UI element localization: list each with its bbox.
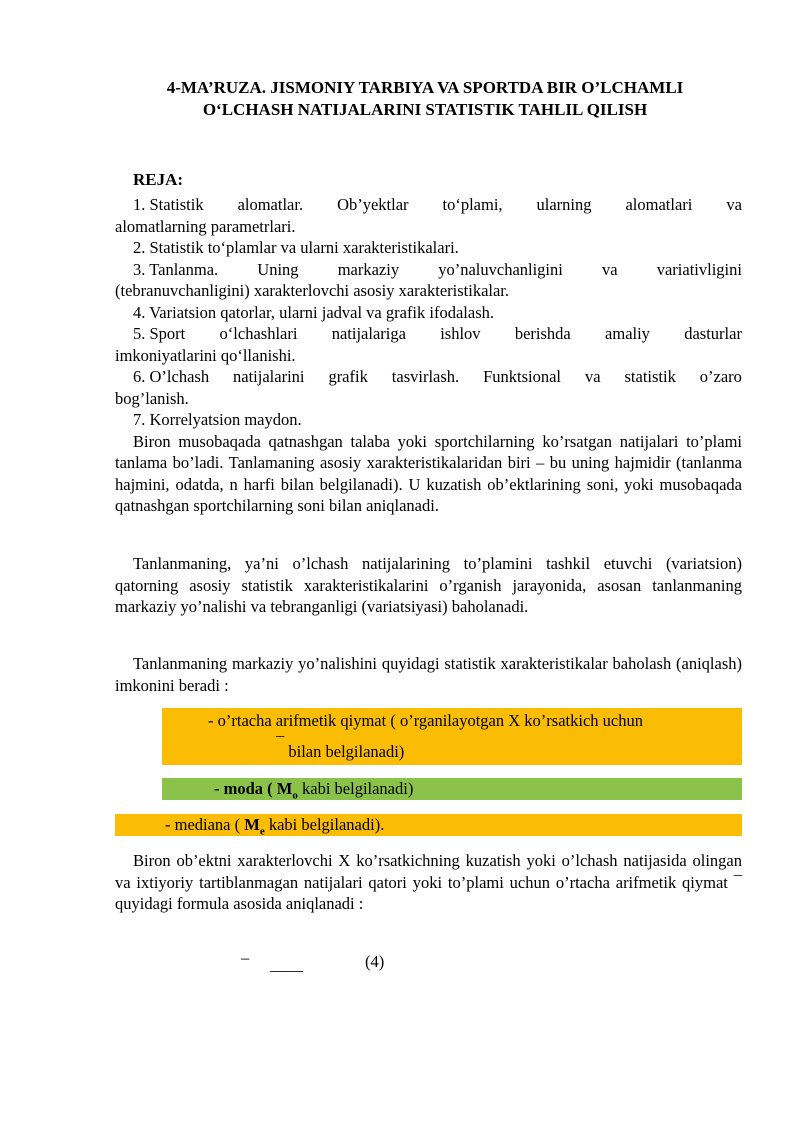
moda-subscript: o bbox=[292, 789, 298, 802]
plan-item-5-word: dasturlar bbox=[684, 324, 742, 343]
title-line-1: 4-MA’RUZA. JISMONIY TARBIYA VA SPORTDA BIR O’LCHAMLI bbox=[166, 78, 684, 97]
paragraph-4: Biron ob’ektni xarakterlovchi X ko’rsatkichning kuzatish yoki o’lchash natijasida olingan va ixtiyoriy tartiblanmagan natijalari qatori yoki to’plami uchun o’rtacha arifmetik qiymat ¯ quyidagi formula asosida aniqlanadi : bbox=[115, 851, 742, 913]
plan-item-6-word: natijalarini bbox=[233, 367, 305, 386]
formula-bar-symbol: – bbox=[241, 948, 250, 967]
plan-item-3-continued: (tebranuvchanligini) xarakterlovchi asosiy xarakteristikalar. bbox=[115, 281, 510, 300]
plan-item-3-word: markaziy bbox=[337, 259, 400, 279]
median-line bbox=[165, 814, 384, 842]
plan-item-5 bbox=[115, 323, 742, 345]
plan-item-3-word: va bbox=[602, 259, 618, 279]
plan-heading: REJA: bbox=[133, 170, 184, 189]
highlight-mean bbox=[162, 708, 742, 765]
plan-item-6-word: statistik bbox=[624, 367, 676, 386]
plan-item-3-word: yo’naluvchanligini bbox=[438, 259, 563, 279]
mean-line-2-text: bilan belgilanadi) bbox=[288, 742, 405, 761]
plan-item-5-word: 5. Sport bbox=[133, 324, 186, 343]
median-suffix: kabi belgilanadi). bbox=[264, 815, 385, 834]
plan-item-6-word: tasvirlash. bbox=[391, 367, 460, 386]
plan-item-5-word: o‘lchashlari bbox=[219, 324, 298, 343]
highlight-median bbox=[115, 814, 742, 836]
median-symbol: M bbox=[244, 815, 260, 834]
paragraph-3: Tanlanmaning markaziy yo’nalishini quyidagi statistik xarakteristikalar baholash (aniqlash) imkonini beradi : bbox=[115, 654, 742, 695]
plan-item-6-word: va bbox=[584, 367, 601, 386]
plan-item-4: 4. Variatsion qatorlar, ularni jadval va grafik ifodalash. bbox=[133, 302, 495, 322]
plan-item-6-word: 6. O’lchash bbox=[133, 367, 210, 386]
plan-item-6-continued: bog’lanish. bbox=[115, 388, 189, 408]
paragraph-2: Tanlanmaning, ya’ni o’lchash natijalarining to’plamini tashkil etuvchi (variatsion) qatorning asosiy statistik xarakteristikalarini o’rganish jarayonida, asosan tanlanmaning markaziy yo’nalishi va tebranganligi (variatsiyasi) baholanadi. bbox=[115, 554, 742, 616]
plan-item-1 bbox=[115, 194, 742, 216]
plan-item-5-word: berishda bbox=[514, 324, 571, 343]
title-line-2: O‘LCHASH NATIJALARINI STATISTIK TAHLIL QILISH bbox=[202, 100, 648, 119]
moda-symbol: M bbox=[276, 779, 293, 798]
plan-item-3-word: variativligini bbox=[656, 259, 742, 279]
plan-item-5-word: natijalariga bbox=[331, 324, 406, 343]
plan-item-6-word: grafik bbox=[328, 367, 368, 386]
mean-line-2 bbox=[276, 734, 405, 763]
plan-item-6-word: o’zaro bbox=[699, 367, 742, 386]
moda-prefix: - moda ( bbox=[214, 779, 277, 798]
formula-fraction-line: ____ bbox=[270, 955, 303, 974]
plan-item-5-word: amaliy bbox=[605, 324, 650, 343]
plan-item-2: 2. Statistik to‘plamlar va ularni xarakteristikalari. bbox=[133, 238, 459, 257]
median-prefix: - mediana ( bbox=[165, 815, 245, 834]
paragraph-1: Biron musobaqada qatnashgan talaba yoki sportchilarning ko’rsatgan natijalari to’plami tanlama bo’ladi. Tanlamaning asosiy xarakteristikalaridan biri – bu uning hajmidir (tanlanma hajmini, odatda, n harfi bilan belgilanadi). U kuzatish ob’ektlarining soni, yoki musobaqada qatnashgan sportchilarning soni bilan aniqlanadi. bbox=[115, 431, 742, 515]
mean-line-1: - o’rtacha arifmetik qiymat ( o’rganilayotgan X ko’rsatkich uchun bbox=[208, 711, 643, 730]
plan-item-1-word: ularning bbox=[536, 195, 592, 214]
plan-item-1-continued: alomatlarning parametrlari. bbox=[115, 216, 296, 236]
plan-item-1-word: alomatlari bbox=[625, 195, 693, 214]
plan-item-5-word: ishlov bbox=[440, 324, 481, 343]
highlight-moda bbox=[162, 778, 742, 800]
lecture-title bbox=[100, 77, 750, 121]
plan-item-3 bbox=[115, 259, 742, 281]
moda-line bbox=[214, 778, 413, 806]
plan-item-3-word: Uning bbox=[257, 259, 299, 279]
plan-item-1-word: Ob’yektlar bbox=[337, 195, 409, 214]
moda-suffix: kabi belgilanadi) bbox=[297, 779, 414, 798]
median-subscript: e bbox=[259, 825, 265, 838]
plan-item-7: 7. Korrelyatsion maydon. bbox=[133, 410, 302, 429]
mean-bar-symbol: ¯ bbox=[276, 734, 285, 753]
plan-item-1-word: to‘plami, bbox=[442, 195, 503, 214]
plan-list bbox=[115, 194, 742, 517]
plan-item-6-word: Funktsional bbox=[483, 367, 562, 386]
plan-item-1-word: alomatlar. bbox=[237, 195, 304, 214]
plan-item-1-word: va bbox=[726, 195, 742, 214]
formula-number: (4) bbox=[365, 952, 385, 971]
plan-item-5-continued: imkoniyatlarini qo‘llanishi. bbox=[115, 345, 296, 365]
plan-item-1-word: 1. Statistik bbox=[133, 195, 204, 214]
plan-item-6 bbox=[115, 366, 742, 388]
plan-item-3-word: 3. Tanlanma. bbox=[133, 259, 219, 279]
